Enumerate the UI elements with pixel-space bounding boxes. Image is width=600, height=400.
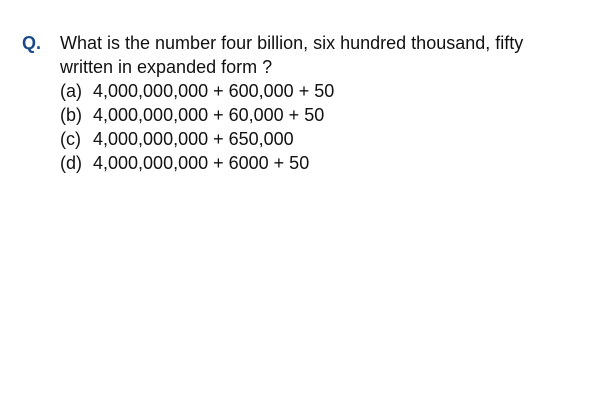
option-label: (a): [60, 81, 82, 101]
option-a[interactable]: [60, 79, 334, 103]
option-text: 4,000,000,000 + 600,000 + 50: [93, 81, 335, 101]
question-marker: Q.: [22, 33, 42, 53]
option-text: 4,000,000,000 + 6000 + 50: [93, 153, 310, 173]
options-list: [60, 79, 334, 175]
option-label: (d): [60, 153, 82, 173]
option-b[interactable]: [60, 103, 334, 127]
question-text: What is the number four billion, six hundred thousand, fifty written in expanded form ?: [60, 33, 524, 77]
option-text: 4,000,000,000 + 650,000: [93, 129, 294, 149]
option-c[interactable]: [60, 127, 334, 151]
option-text: 4,000,000,000 + 60,000 + 50: [93, 105, 325, 125]
option-label: (b): [60, 105, 82, 125]
option-d[interactable]: [60, 151, 334, 175]
option-label: (c): [60, 129, 81, 149]
